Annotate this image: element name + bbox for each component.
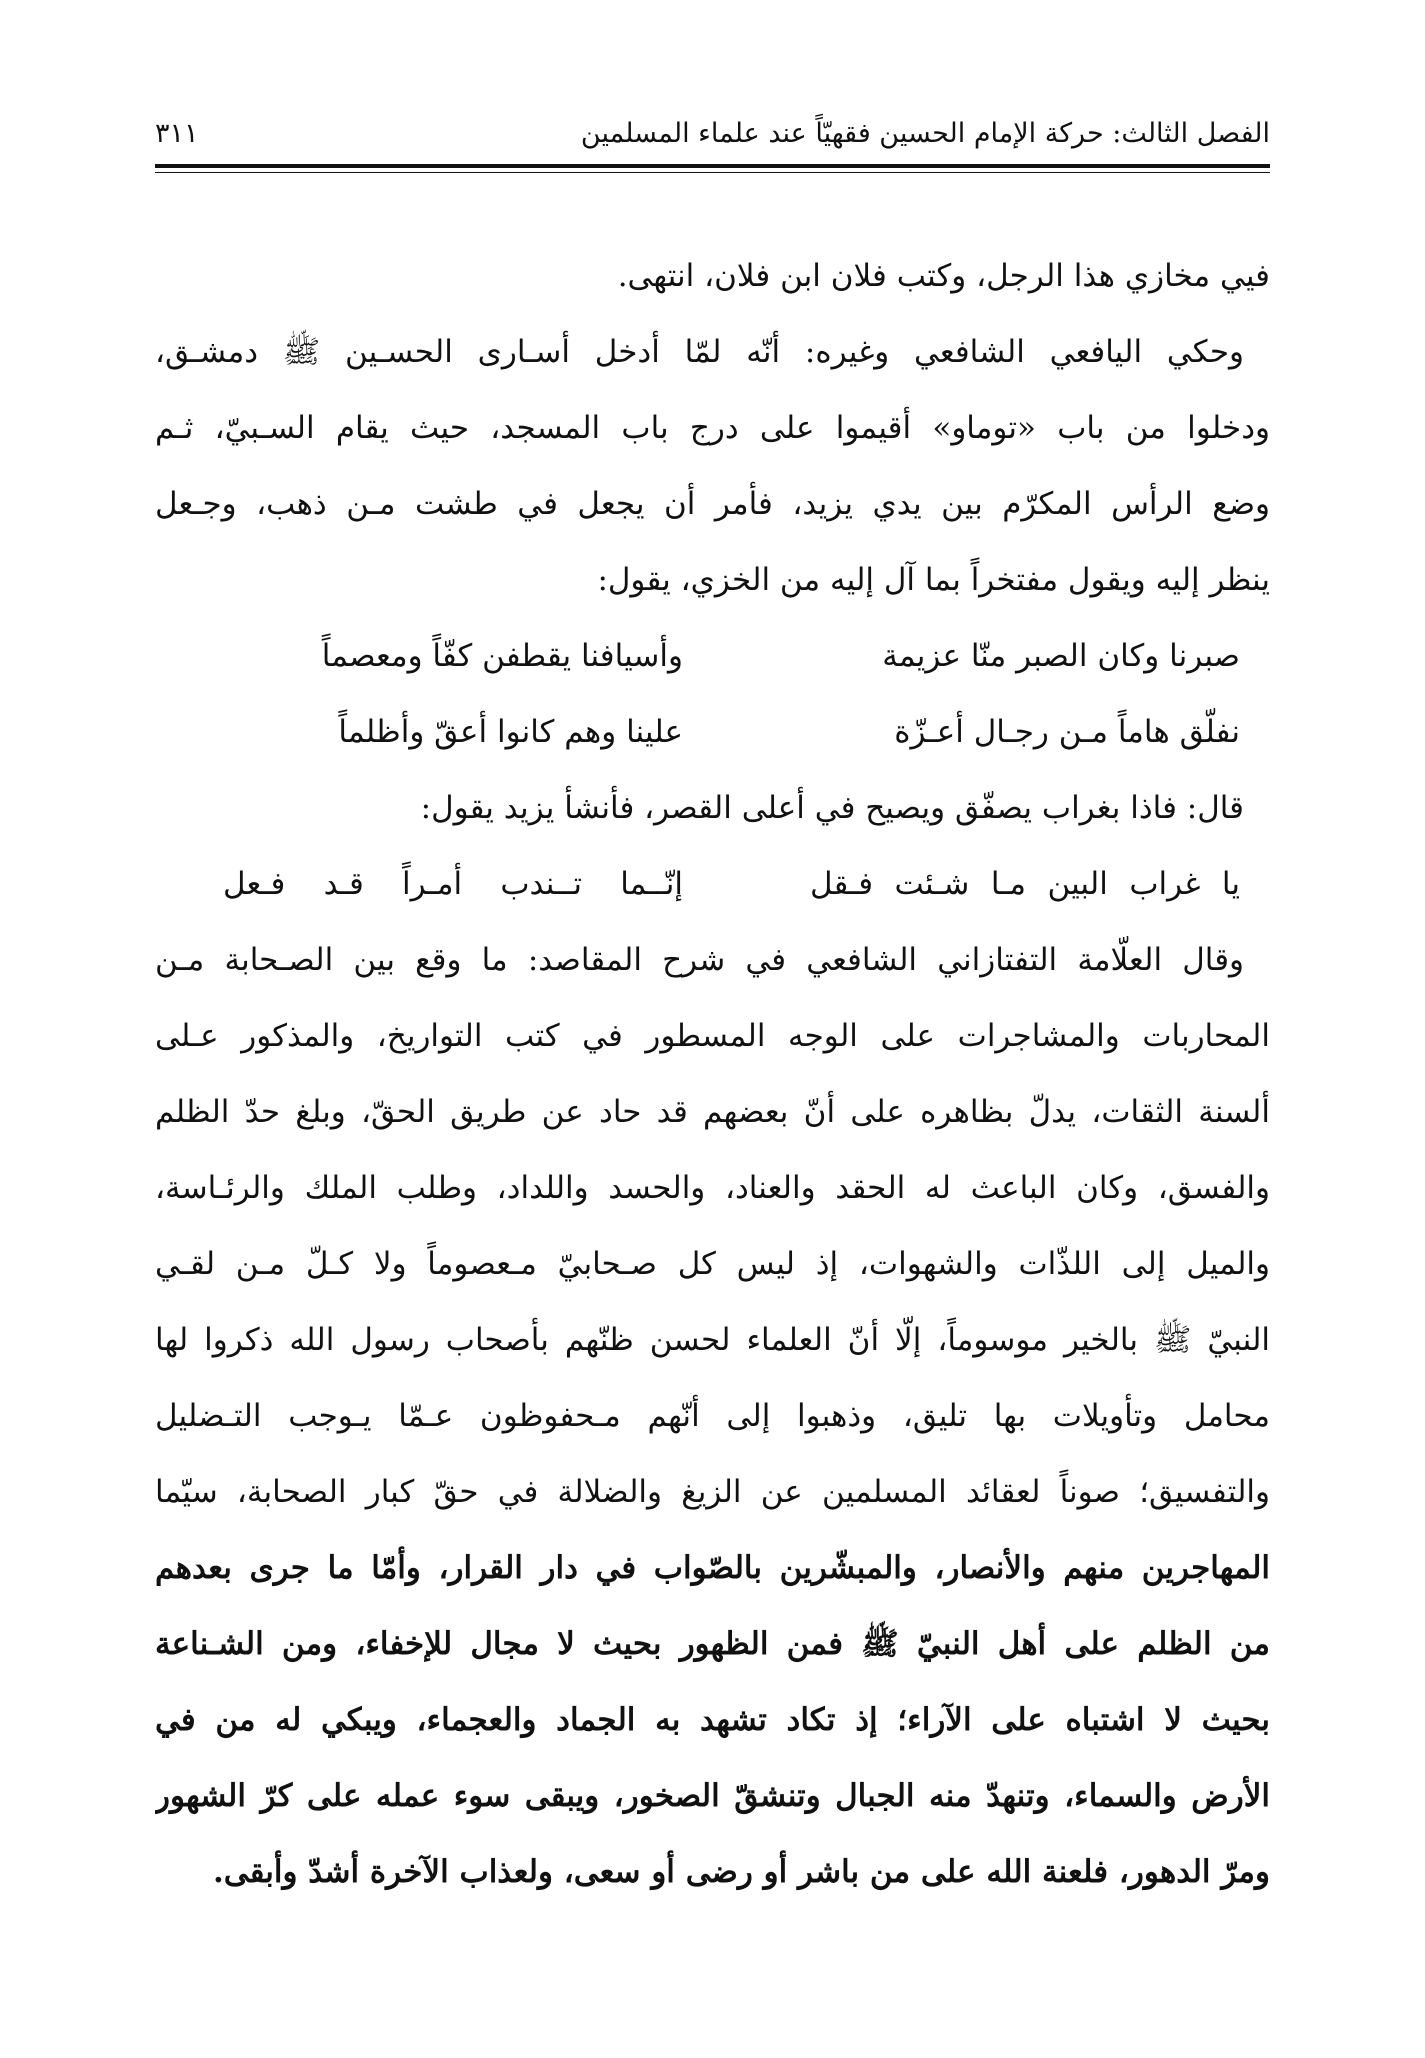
poem-verse bbox=[155, 846, 1270, 922]
poem-verse bbox=[155, 618, 1270, 694]
text-line: ومرّ الدهور، فلعنة الله على من باشر أو رضى أو سعى، ولعذاب الآخرة أشدّ وأبقى. bbox=[212, 1854, 1270, 1890]
text-line: المحاربات والمشاجرات على الوجه المسطور في كتب التواريخ، والمذكور عـلى bbox=[155, 1018, 1270, 1054]
text-line: والتفسيق؛ صوناً لعقائد المسلمين عن الزيغ والضلالة في حقّ كبار الصحابة، سيّما bbox=[155, 1474, 1270, 1510]
page-number: ٣١١ bbox=[155, 118, 199, 149]
text-line: المهاجرين منهم والأنصار، والمبشّرين بالصّواب في دار القرار، وأمّا ما جرى بعدهم bbox=[155, 1550, 1270, 1586]
poem-verse bbox=[155, 694, 1270, 770]
text-line: ينظر إليه ويقول مفتخراً بما آل إليه من الخزي، يقول: bbox=[597, 562, 1270, 598]
text-line: وقال العلّامة التفتازاني الشافعي في شرح المقاصد: ما وقع بين الصـحابة مـن bbox=[155, 942, 1244, 978]
poem-hemistich-second: إنّــما تــندب أمـراً قـد فـعل bbox=[223, 866, 683, 902]
text-line: ألسنة الثقات، يدلّ بظاهره على أنّ بعضهم قد حاد عن طريق الحقّ، وبلغ حدّ الظلم bbox=[155, 1094, 1270, 1130]
page-header bbox=[155, 112, 1270, 156]
header-rule-thin bbox=[155, 172, 1270, 173]
text-line: قال: فاذا بغراب يصفّق ويصيح في أعلى القصر، فأنشأ يزيد يقول: bbox=[420, 790, 1244, 826]
header-rule-thick bbox=[155, 164, 1270, 168]
text-line: بحيث لا اشتباه على الآراء؛ إذ تكاد تشهد به الجماد والعجماء، ويبكي له من في bbox=[155, 1702, 1270, 1738]
text-line: والفسق، وكان الباعث له الحقد والعناد، والحسد واللداد، وطلب الملك والرئـاسة، bbox=[155, 1170, 1270, 1206]
text-line: محامل وتأويلات بها تليق، وذهبوا إلى أنّهم مـحفوظون عـمّا يـوجب التـضليل bbox=[155, 1398, 1270, 1434]
page-content bbox=[155, 238, 1270, 1910]
text-line: وضع الرأس المكرّم بين يدي يزيد، فأمر أن يجعل في طشت مـن ذهب، وجـعل bbox=[155, 486, 1270, 522]
text-line: من الظلم على أهل النبيّ ﷺ فمن الظهور بحيث لا مجال للإخفاء، ومن الشـناعة bbox=[155, 1626, 1270, 1662]
poem-hemistich-second: وأسيافنا يقطفن كفّاً ومعصماً bbox=[321, 638, 683, 674]
text-line: الأرض والسماء، وتنهدّ منه الجبال وتنشقّ الصخور، ويبقى سوء عمله على كرّ الشهور bbox=[155, 1778, 1270, 1814]
chapter-title: الفصل الثالث: حركة الإمام الحسين فقهيّاً عند علماء المسلمين bbox=[580, 118, 1270, 149]
poem-hemistich-first: نفلّق هاماً مـن رجـال أعـزّة bbox=[894, 714, 1240, 750]
poem-hemistich-first: يا غراب البين مـا شـئت فـقل bbox=[810, 866, 1240, 902]
poem-hemistich-second: علينا وهم كانوا أعقّ وأظلماً bbox=[338, 714, 683, 750]
poem-hemistich-first: صبرنا وكان الصبر منّا عزيمة bbox=[882, 638, 1240, 674]
text-line: والميل إلى اللذّات والشهوات، إذ ليس كل صـحابيّ مـعصوماً ولا كـلّ مـن لقـي bbox=[155, 1246, 1270, 1282]
text-line: النبيّ ﷺ بالخير موسوماً، إلّا أنّ العلماء لحسن ظنّهم بأصحاب رسول الله ذكروا لها bbox=[155, 1322, 1270, 1358]
text-line: ودخلوا من باب «توماو» أقيموا على درج باب المسجد، حيث يقام السـبيّ، ثـم bbox=[155, 410, 1270, 446]
text-line: وحكي اليافعي الشافعي وغيره: أنّه لمّا أدخل أسـارى الحسـين ﷺ دمشـق، bbox=[155, 334, 1244, 370]
text-line: فيي مخازي هذا الرجل، وكتب فلان ابن فلان، انتهى. bbox=[617, 258, 1270, 294]
